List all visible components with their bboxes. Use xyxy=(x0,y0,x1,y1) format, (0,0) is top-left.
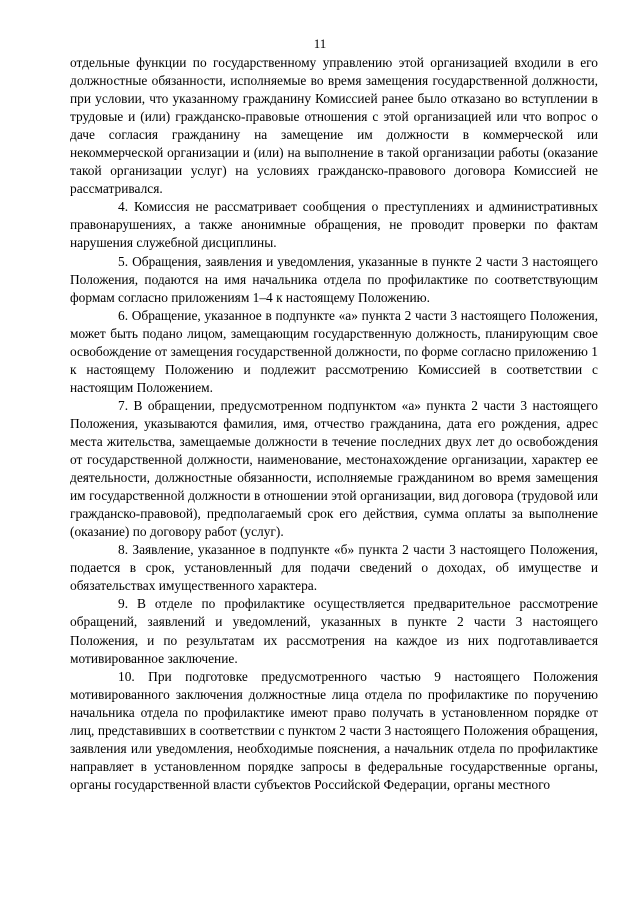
paragraph-8: 8. Заявление, указанное в подпункте «б» пункта 2 части 3 настоящего Положения, подается в срок, установленный для подачи сведений о доходах, об имуществе и обязательствах имущественного характера. xyxy=(70,542,598,594)
paragraph-7: 7. В обращении, предусмотренном подпунктом «а» пункта 2 части 3 настоящего Положения, указываются фамилия, имя, отчество гражданина, дата его рождения, адрес места жительства, замещаемые должности в течение последних двух лет до освобождения от государственной должности, наименование, местонахождение организации, характер ее деятельности, должностные обязанности, исполняемые гражданином во время замещения им государственной должности в отношении этой организации, вид договора (трудовой или гражданско-правовой), предполагаемый срок его действия, сумма оплаты за выполнение (оказание) по договору работ (услуг). xyxy=(70,397,598,540)
paragraph-10: 10. При подготовке предусмотренного частью 9 настоящего Положения мотивированного заключения должностные лица отдела по профилактике по поручению начальника отдела по профилактике имеют право получать в установленном порядке от лиц, представивших в соответствии с пунктом 2 части 3 настоящего Положения обращения, заявления или уведомления, необходимые пояснения, а начальник отдела по профилактике направляет в установленном порядке запросы в федеральные государственные органы, органы государственной власти субъектов Российской Федерации, органы местного xyxy=(70,668,598,792)
paragraph-6: 6. Обращение, указанное в подпункте «а» пункта 2 части 3 настоящего Положения, может быть подано лицом, замещающим государственную должность, планирующим свое освобождение от замещения государственной должности, по форме согласно приложению 1 к настоящему Положению и подлежит рассмотрению Комиссией в соответствии с настоящим Положением. xyxy=(70,307,598,395)
paragraph-4: 4. Комиссия не рассматривает сообщения о преступлениях и административных правонарушениях, а также анонимные обращения, не проводит проверки по фактам нарушения служебной дисциплины. xyxy=(70,199,598,251)
document-body xyxy=(70,54,598,794)
paragraph-continuation: отдельные функции по государственному управлению этой организацией входили в его должностные обязанности, исполняемые во время замещения государственной должности, при условии, что указанному гражданину Комиссией ранее было отказано во вступлении в трудовые и (или) гражданско-правовые отношения с этой организацией или что вопрос о даче согласия гражданину на замещение им должности в коммерческой или некоммерческой организации и (или) на выполнение в такой организации работы (оказание такой организации услуг) на условиях гражданско-правового договора Комиссией не рассматривался. xyxy=(70,55,598,197)
paragraph-5: 5. Обращения, заявления и уведомления, указанные в пункте 2 части 3 настоящего Положения, подаются на имя начальника отдела по профилактике по соответствующим формам согласно приложениям 1–4 к настоящему Положению. xyxy=(70,253,598,305)
paragraph-9: 9. В отделе по профилактике осуществляется предварительное рассмотрение обращений, заявлений и уведомлений, указанных в пункте 2 части 3 настоящего Положения, и по результатам их рассмотрения на каждое из них подготавливается мотивированное заключение. xyxy=(70,596,598,666)
page-number: 11 xyxy=(313,36,327,51)
